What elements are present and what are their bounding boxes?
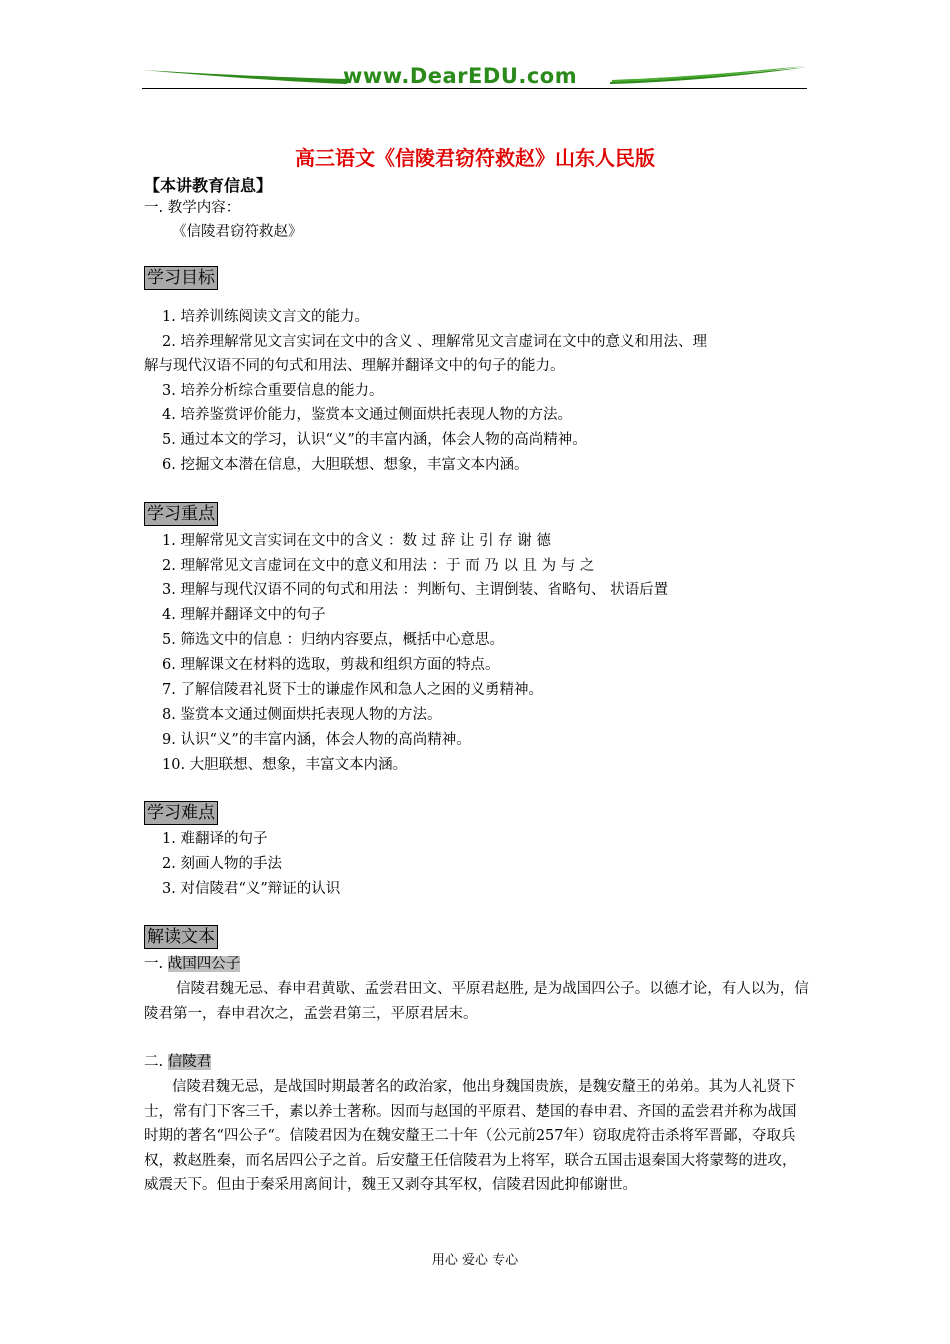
part-title: 信陵君 bbox=[167, 1054, 212, 1070]
section-heading-key-points: 学习重点 bbox=[144, 502, 218, 526]
info-heading: 【本讲教育信息】 bbox=[144, 176, 273, 195]
document-title: 高三语文《信陵君窃符救赵》山东人民版 bbox=[295, 146, 655, 170]
header-rule bbox=[142, 88, 807, 89]
goal-item: 3. 培养分析综合重要信息的能力。 bbox=[162, 383, 384, 399]
key-point-item: 7. 了解信陵君礼贤下士的谦虚作风和急人之困的义勇精神。 bbox=[162, 682, 543, 698]
key-point-item: 1. 理解常见文言实词在文中的含义 ：数 过 辞 让 引 存 谢 德 bbox=[162, 533, 551, 549]
goal-item: 1. 培养训练阅读文言文的能力。 bbox=[162, 309, 369, 325]
reading-part2-heading bbox=[144, 1052, 211, 1072]
key-point-item: 10. 大胆联想、想象，丰富文本内涵。 bbox=[162, 757, 408, 773]
key-point-item: 4. 理解并翻译文中的句子 bbox=[162, 607, 326, 623]
goal-item: 5. 通过本文的学习，认识“义”的丰富内涵，体会人物的高尚精神。 bbox=[162, 432, 587, 448]
section-heading-reading: 解读文本 bbox=[144, 925, 218, 949]
key-point-item: 3. 理解与现代汉语不同的句式和用法 ：判断句、主谓倒装、省略句、 状语后置 bbox=[162, 582, 669, 598]
goal-item: 4. 培养鉴赏评价能力，鉴赏本文通过侧面烘托表现人物的方法。 bbox=[162, 407, 572, 423]
page-footer: 用心 爱心 专心 bbox=[431, 1253, 519, 1268]
section-heading-goals: 学习目标 bbox=[144, 266, 218, 290]
key-point-item: 8. 鉴赏本文通过侧面烘托表现人物的方法。 bbox=[162, 707, 442, 723]
part-number: 一. bbox=[144, 956, 168, 972]
section-heading-difficulties: 学习难点 bbox=[144, 801, 218, 825]
reading-part2-paragraph: 信陵君魏无忌，是战国时期最著名的政治家，他出身魏国贵族，是魏安釐王的弟弟。其为人礼贤下士，常有门下客三千，素以养士著称。因而与赵国的平原君、楚国的春申君、齐国的孟尝君并称为战国时期的著名“四公子“。信陵君因为在魏安釐王二十年（公元前257年）窃取虎符击杀将军晋鄙，夺取兵权，救赵胜秦，而名居四公子之首。后安釐王任信陵君为上将军，联合五国击退秦国大将蒙骜的进攻，威震天下。但由于秦采用离间计，魏王又剥夺其军权，信陵君因此抑郁谢世。 bbox=[144, 1079, 797, 1193]
key-point-item: 5. 筛选文中的信息 ：归纳内容要点，概括中心意思。 bbox=[162, 632, 505, 648]
site-name: www.DearEDU.com bbox=[343, 64, 578, 88]
goal-item: 6. 挖掘文本潜在信息，大胆联想、想象，丰富文本内涵。 bbox=[162, 457, 529, 473]
goal-item: 解与现代汉语不同的句式和用法、理解并翻译文中的句子的能力。 bbox=[144, 358, 565, 374]
teaching-content-value: 《信陵君窃符救赵》 bbox=[172, 224, 303, 240]
part-number: 二. bbox=[144, 1054, 168, 1070]
key-point-item: 9. 认识“义”的丰富内涵，体会人物的高尚精神。 bbox=[162, 732, 471, 748]
part-title: 战国四公子 bbox=[167, 956, 241, 972]
goal-item: 2. 培养理解常见文言实词在文中的含义 、理解常见文言虚词在文中的意义和用法、理 bbox=[162, 334, 708, 350]
difficulty-item: 1. 难翻译的句子 bbox=[162, 831, 268, 847]
reading-part1-paragraph: 信陵君魏无忌、春申君黄歇、孟尝君田文、平原君赵胜, 是为战国四公子。以德才论，有人以为，信陵君第一，春申君次之，孟尝君第三，平原君居末。 bbox=[144, 981, 809, 1022]
difficulty-item: 2. 刻画人物的手法 bbox=[162, 856, 282, 872]
difficulty-item: 3. 对信陵君“义”辩证的认识 bbox=[162, 881, 341, 897]
key-point-item: 2. 理解常见文言虚词在文中的意义和用法 ：于 而 乃 以 且 为 与 之 bbox=[162, 558, 595, 574]
key-point-item: 6. 理解课文在材料的选取，剪裁和组织方面的特点。 bbox=[162, 657, 500, 673]
reading-part1-heading bbox=[144, 954, 240, 974]
teaching-content-label: 一. 教学内容： bbox=[144, 200, 241, 216]
